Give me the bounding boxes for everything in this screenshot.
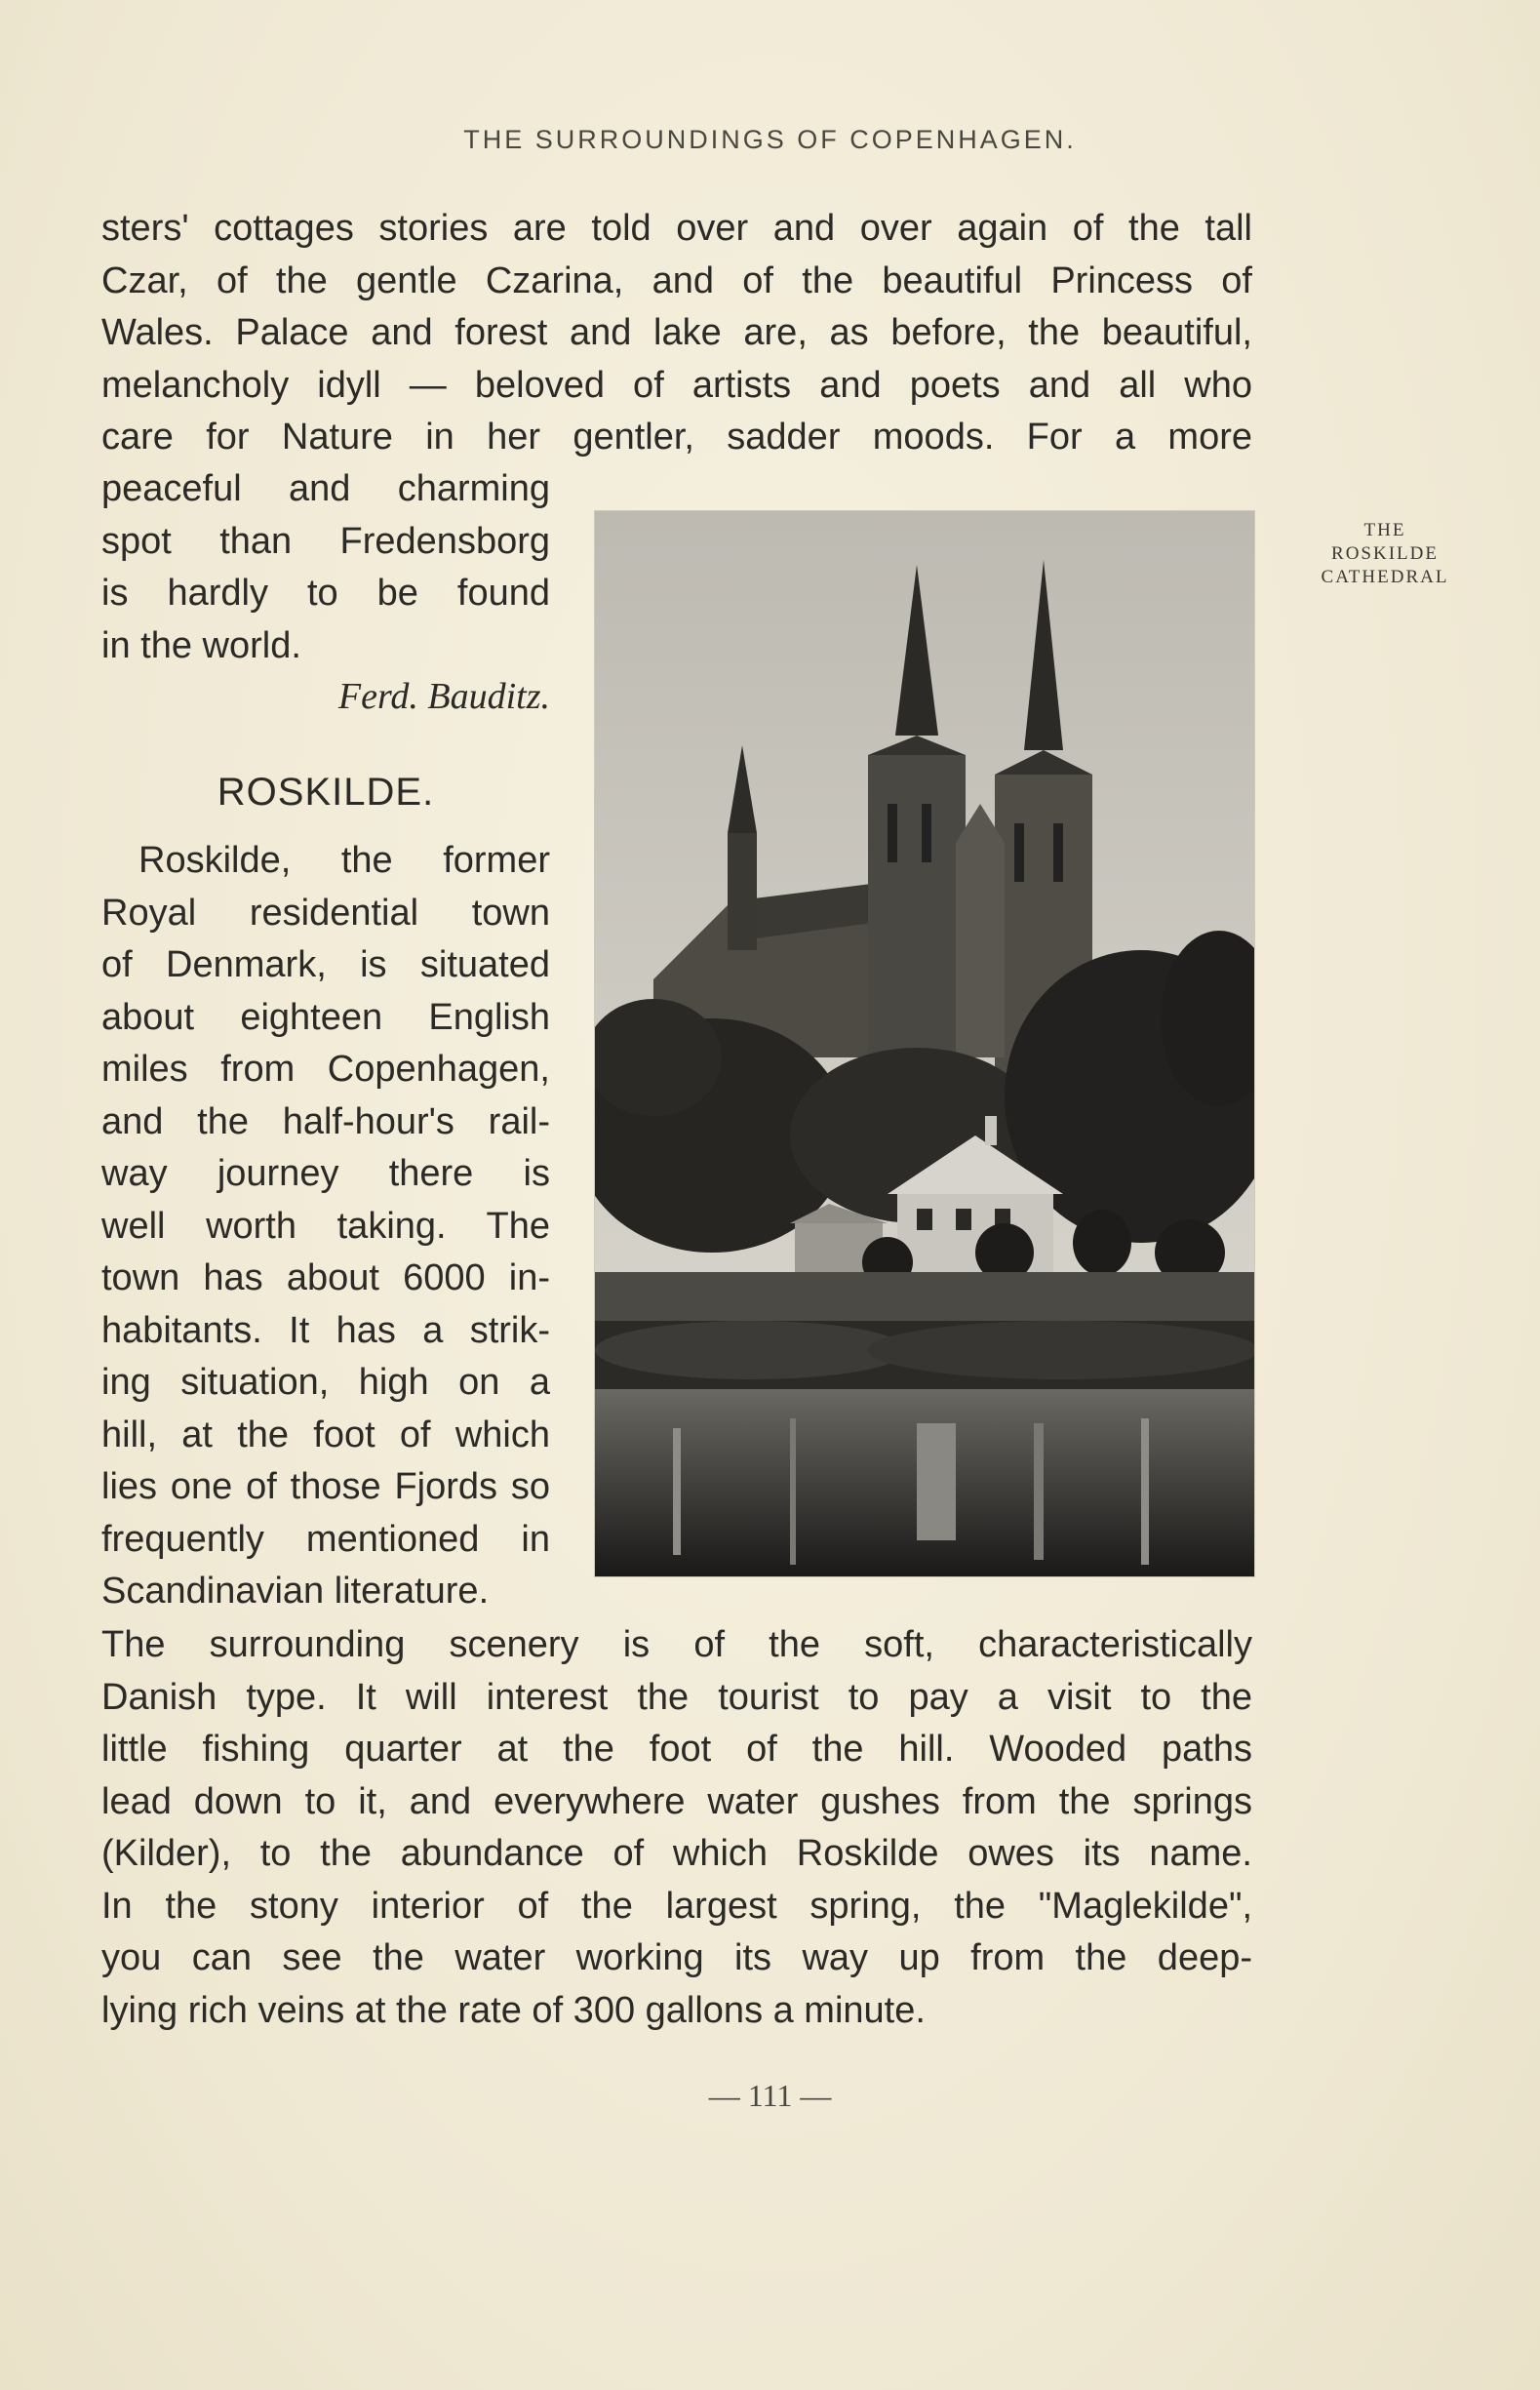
text-line: lying rich veins at the rate of 300 gallons a minute. bbox=[101, 1989, 926, 2031]
margin-note-line: CATHEDRAL bbox=[1321, 567, 1449, 587]
text-line: ing situation, high on a bbox=[101, 1362, 550, 1403]
margin-note-line: ROSKILDE bbox=[1331, 543, 1439, 564]
text-line: in the world. bbox=[101, 624, 301, 666]
text-line: Royal residential town bbox=[101, 892, 550, 934]
signature: Ferd. Bauditz. bbox=[337, 676, 550, 717]
text-line: Wales. Palace and forest and lake are, as before, the beautiful, bbox=[101, 312, 1252, 353]
text-line: about eighteen English bbox=[101, 996, 550, 1038]
margin-note bbox=[1297, 519, 1473, 589]
text-line: miles from Copenhagen, bbox=[101, 1049, 550, 1090]
text-line: hill, at the foot of which bbox=[101, 1414, 550, 1455]
text-line: Czar, of the gentle Czarina, and of the beautiful Princess of bbox=[101, 259, 1252, 301]
text-line: well worth taking. The bbox=[101, 1205, 550, 1247]
text-line: peaceful and charming bbox=[101, 468, 550, 509]
text-line: (Kilder), to the abundance of which Roskilde owes its name. bbox=[101, 1833, 1252, 1874]
text-line: Roskilde, the former bbox=[138, 840, 550, 881]
text-line: melancholy idyll — beloved of artists and poets and all who bbox=[101, 364, 1252, 406]
section-heading: ROSKILDE. bbox=[217, 771, 435, 814]
text-line: lead down to it, and everywhere water gushes from the springs bbox=[101, 1780, 1252, 1822]
margin-note-line: THE bbox=[1363, 520, 1406, 540]
text-line: spot than Fredensborg bbox=[101, 520, 550, 562]
text-line: sters' cottages stories are told over and over again of the tall bbox=[101, 208, 1252, 249]
text-line: Scandinavian literature. bbox=[101, 1571, 490, 1612]
text-line: frequently mentioned in bbox=[101, 1518, 550, 1560]
text-line: habitants. It has a strik- bbox=[101, 1309, 550, 1351]
text-line: is hardly to be found bbox=[101, 573, 550, 614]
text-line: The surrounding scenery is of the soft, characteristically bbox=[101, 1624, 1252, 1665]
text-line: you can see the water working its way up from the deep- bbox=[101, 1937, 1252, 1978]
text-line: town has about 6000 in- bbox=[101, 1257, 550, 1298]
text-line: and the half-hour's rail- bbox=[101, 1100, 550, 1142]
text-line: care for Nature in her gentler, sadder moods. For a more bbox=[101, 417, 1252, 458]
page-number: — 111 — bbox=[708, 2078, 832, 2113]
text-line: way journey there is bbox=[101, 1153, 550, 1194]
text-line: In the stony interior of the largest spring, the "Maglekilde", bbox=[101, 1885, 1252, 1927]
text-line: little fishing quarter at the foot of the hill. Wooded paths bbox=[101, 1729, 1252, 1770]
running-head: THE SURROUNDINGS OF COPENHAGEN. bbox=[463, 125, 1077, 154]
cathedral-photo bbox=[595, 511, 1254, 1576]
text-line: Danish type. It will interest the tourist to pay a visit to the bbox=[101, 1676, 1252, 1718]
text-line: of Denmark, is situated bbox=[101, 944, 550, 985]
text-line: lies one of those Fjords so bbox=[101, 1466, 550, 1507]
